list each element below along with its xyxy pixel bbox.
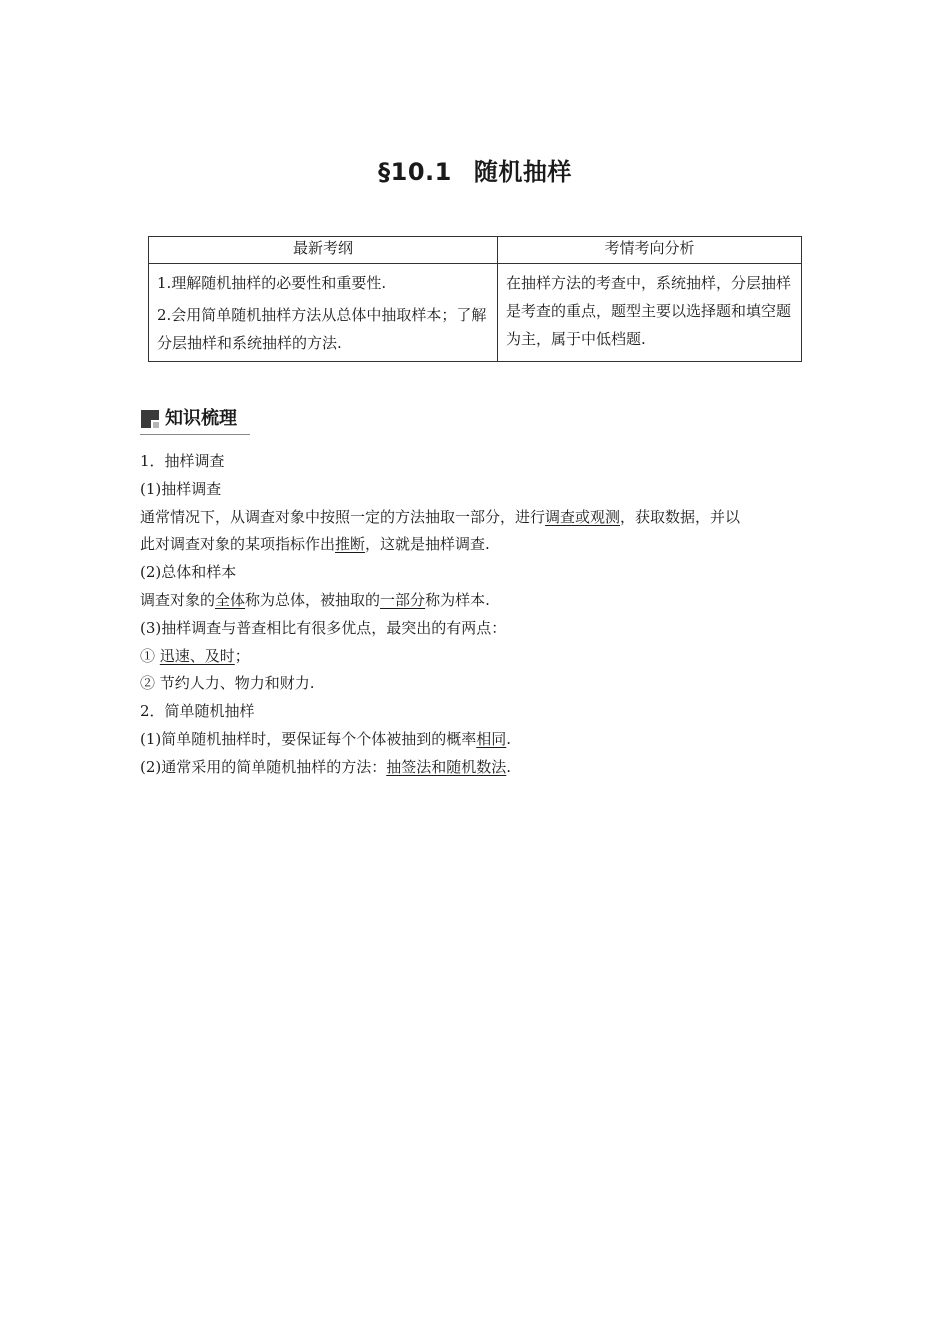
text: 此对调查对象的某项指标作出 [140,535,336,554]
blank-answer: 迅速、及时 [159,646,235,665]
text: . [506,757,512,776]
text: ； [234,646,250,665]
section-heading-label: 知识梳理 [165,408,237,429]
blank-answer: 全体 [215,590,246,609]
table-header-row [149,237,802,264]
paragraph-line [140,726,820,754]
blank-answer: 一部分 [380,590,426,609]
paragraph-line [140,504,820,532]
analysis-cell: 在抽样方法的考查中，系统抽样，分层抽样是考查的重点，题型主要以选择题和填空题为主，属于中低档题. [498,264,802,362]
list-item: ② 节约人力、物力和财力. [140,674,315,693]
subheading-advantages: (3)抽样调查与普查相比有很多优点，最突出的有两点： [140,618,507,637]
table-row [149,264,802,362]
subheading-sampling-survey: (1)抽样调查 [140,479,222,498]
text: ，获取数据，并以 [620,507,741,526]
heading-simple-random-sampling: 2．简单随机抽样 [140,702,255,721]
text: 通常情况下，从调查对象中按照一定的方法抽取一部分，进行 [140,507,546,526]
text: ，这就是抽样调查. [365,535,490,554]
list-marker: ① [140,646,160,665]
blank-answer: 相同 [476,729,507,748]
outline-cell [149,264,498,362]
section-square-icon [141,410,159,428]
heading-sampling-survey: 1．抽样调查 [140,452,225,470]
section-heading [140,406,250,435]
outline-item: 2.会用简单随机抽样方法从总体中抽取样本；了解分层抽样和系统抽样的方法. [157,306,487,352]
exam-outline-table [148,236,802,362]
outline-item: 1.理解随机抽样的必要性和重要性. [157,274,387,292]
list-item [140,643,820,671]
text: 称为总体，被抽取的 [245,590,381,609]
title-text: 随机抽样 [473,158,572,186]
text: 调查对象的 [140,590,216,609]
text: 称为样本. [425,590,490,609]
paragraph-line [140,531,820,559]
blank-answer: 推断 [335,535,366,554]
blank-answer: 抽签法和随机数法 [386,757,507,776]
header-analysis: 考情考向分析 [498,237,802,264]
section-number: §10.1 [378,158,452,186]
text: (1)简单随机抽样时，要保证每个个体被抽到的概率 [140,729,477,748]
blank-answer: 调查或观测 [545,507,621,526]
text: . [506,729,512,748]
paragraph-line [140,754,820,782]
text: (2)通常采用的简单随机抽样的方法： [140,757,387,776]
subheading-population-sample: (2)总体和样本 [140,563,237,582]
paragraph-line [140,587,820,615]
page-title [0,152,950,187]
knowledge-content [140,448,820,782]
header-outline: 最新考纲 [149,237,498,264]
